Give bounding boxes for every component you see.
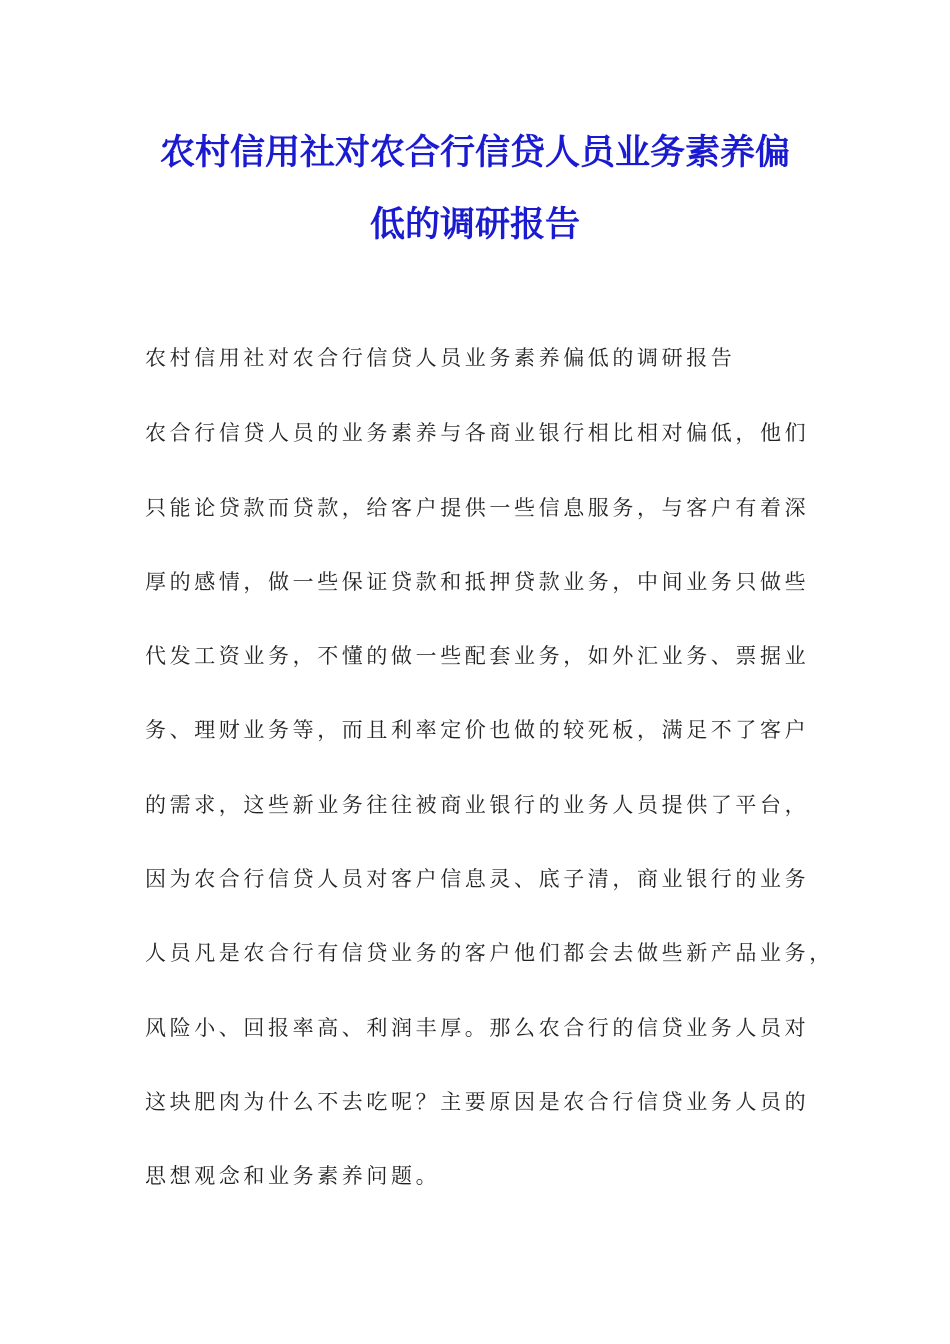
body-line-1: 农村信用社对农合行信贷人员业务素养偏低的调研报告: [145, 346, 736, 370]
body-line-12: 思想观念和业务素养问题。: [145, 1164, 441, 1188]
body-line-2: 农合行信贷人员的业务素养与各商业银行相比相对偏低，他们: [145, 421, 810, 445]
body-line-11: 这块肥肉为什么不去吃呢？主要原因是农合行信贷业务人员的: [145, 1090, 810, 1114]
body-line-10: 风险小、回报率高、利润丰厚。那么农合行的信贷业务人员对: [145, 1016, 810, 1040]
body-line-3: 只能论贷款而贷款，给客户提供一些信息服务，与客户有着深: [145, 496, 810, 520]
body-line-6: 务、理财业务等，而且利率定价也做的较死板，满足不了客户: [145, 718, 810, 742]
document-title-line-1: 农村信用社对农合行信贷人员业务素养偏: [159, 133, 790, 173]
body-line-4: 厚的感情，做一些保证贷款和抵押贷款业务，中间业务只做些: [145, 570, 810, 594]
body-line-7: 的需求，这些新业务往往被商业银行的业务人员提供了平台，: [145, 793, 810, 817]
body-line-8: 因为农合行信贷人员对客户信息灵、底子清，商业银行的业务: [145, 867, 810, 891]
body-line-9: 人员凡是农合行有信贷业务的客户他们都会去做些新产品业务，: [145, 941, 834, 965]
body-line-5: 代发工资业务，不懂的做一些配套业务，如外汇业务、票据业: [145, 644, 810, 668]
document-title-line-2: 低的调研报告: [369, 205, 580, 245]
